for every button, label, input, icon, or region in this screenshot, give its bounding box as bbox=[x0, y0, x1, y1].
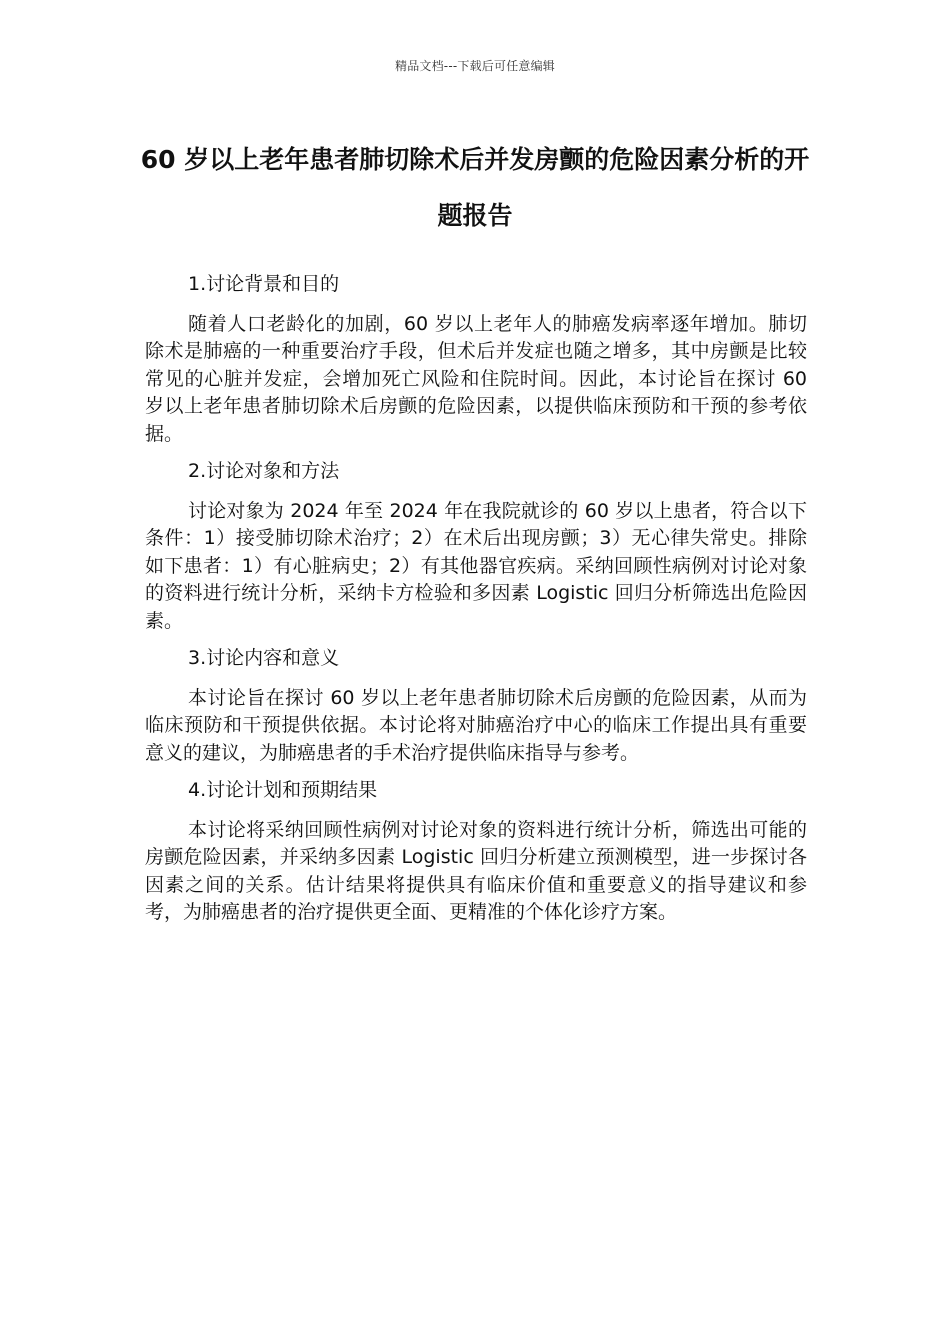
document-body bbox=[145, 271, 807, 937]
section-background bbox=[145, 271, 807, 448]
section-subjects-methods bbox=[145, 458, 807, 635]
document-title: 60 岁以上老年患者肺切除术后并发房颤的危险因素分析的开题报告 bbox=[140, 145, 810, 230]
section-heading: 4.讨论计划和预期结果 bbox=[188, 779, 378, 801]
section-plan-results bbox=[145, 777, 807, 927]
section-paragraph: 随着人口老龄化的加剧，60 岁以上老年人的肺癌发病率逐年增加。肺切除术是肺癌的一种重要治疗手段，但术后并发症也随之增多，其中房颤是比较常见的心脏并发症，会增加死亡风险和住院时间。因此，本讨论旨在探讨 60 岁以上老年患者肺切除术后房颤的危险因素，以提供临床预防和干预的参考依据。 bbox=[145, 312, 807, 445]
section-heading: 1.讨论背景和目的 bbox=[188, 273, 340, 295]
section-paragraph: 本讨论旨在探讨 60 岁以上老年患者肺切除术后房颤的危险因素，从而为临床预防和干预提供依据。本讨论将对肺癌治疗中心的临床工作提出具有重要意义的建议，为肺癌患者的手术治疗提供临床指导与参考。 bbox=[145, 686, 807, 764]
section-content-significance bbox=[145, 645, 807, 767]
section-paragraph: 讨论对象为 2024 年至 2024 年在我院就诊的 60 岁以上患者，符合以下条件：1）接受肺切除术治疗；2）在术后出现房颤；3）无心律失常史。排除如下患者：1）有心脏病史；2）有其他器官疾病。采纳回顾性病例对讨论对象的资料进行统计分析，采纳卡方检验和多因素 Logistic 回归分析筛选出危险因素。 bbox=[145, 499, 807, 632]
page-header: 精品文档---下载后可任意编辑 bbox=[395, 59, 555, 73]
section-heading: 3.讨论内容和意义 bbox=[188, 647, 340, 669]
section-heading: 2.讨论对象和方法 bbox=[188, 460, 340, 482]
section-paragraph: 本讨论将采纳回顾性病例对讨论对象的资料进行统计分析，筛选出可能的房颤危险因素，并采纳多因素 Logistic 回归分析建立预测模型，进一步探讨各因素之间的关系。估计结果将提供具有临床价值和重要意义的指导建议和参考，为肺癌患者的治疗提供更全面、更精准的个体化诊疗方案。 bbox=[145, 818, 807, 923]
